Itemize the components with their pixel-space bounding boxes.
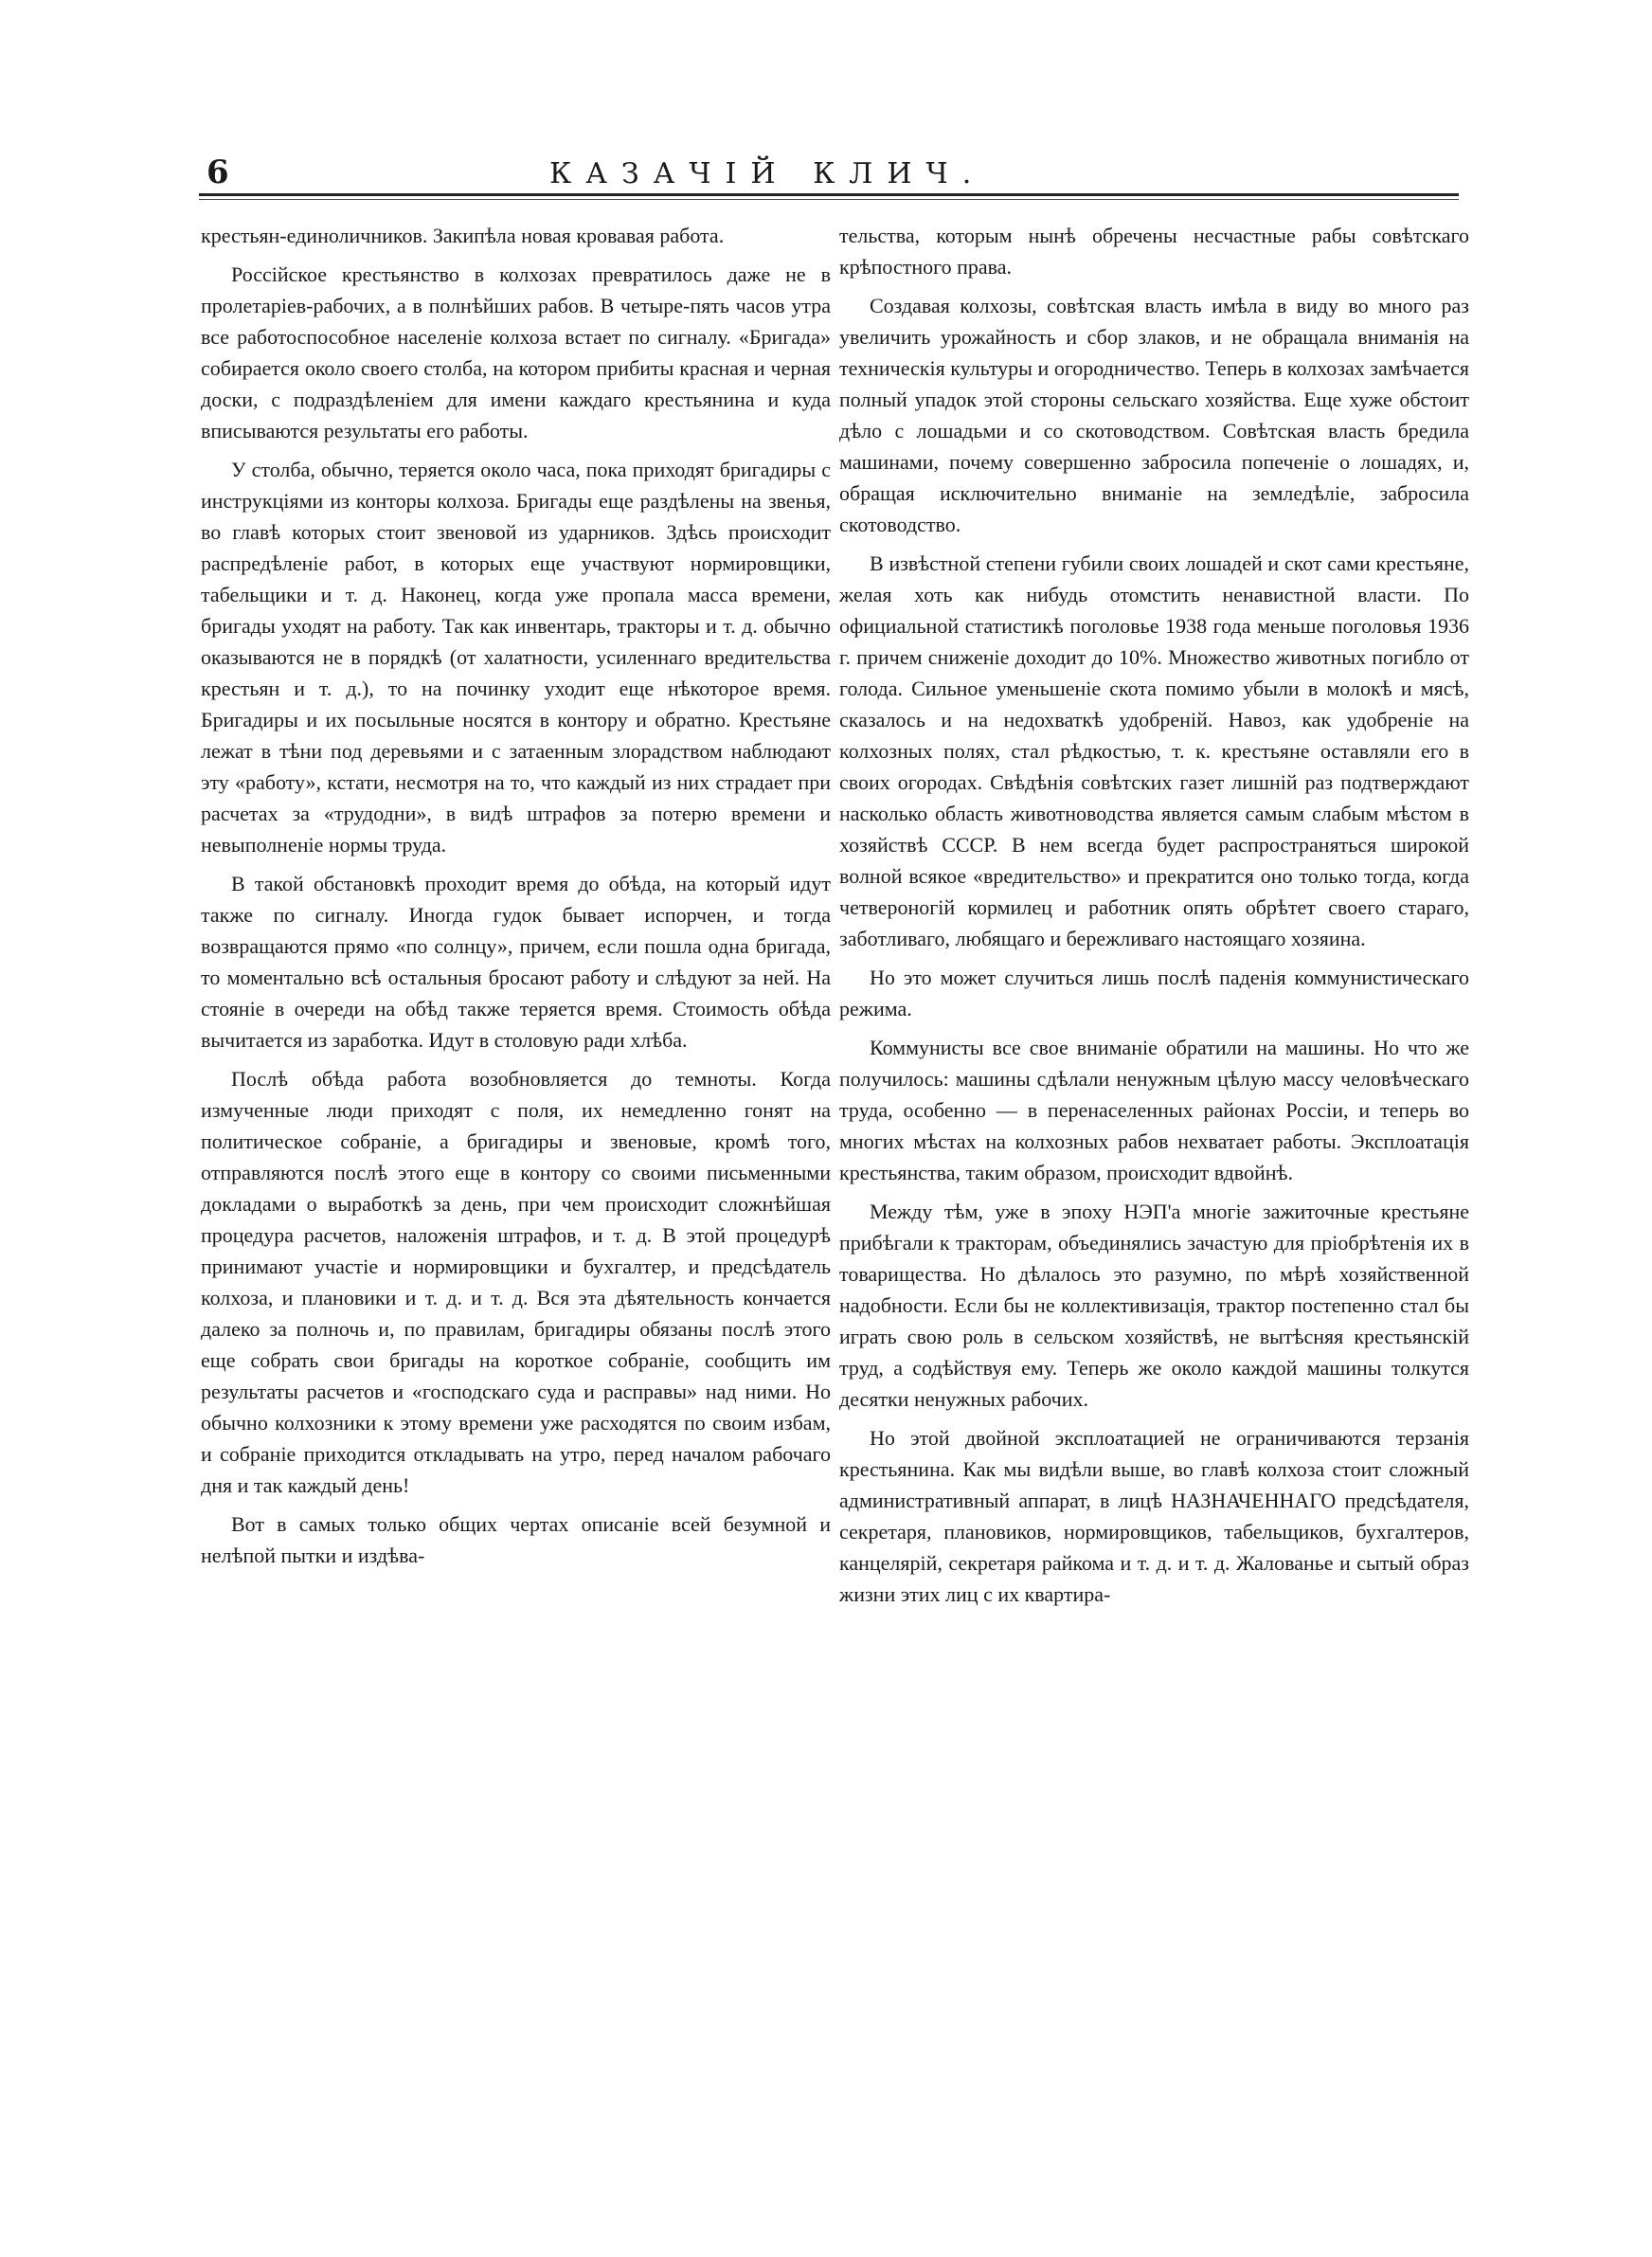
- paragraph: Но это может случиться лишь послѣ паденія коммунистическаго режима.: [839, 966, 1469, 1020]
- paragraph: крестьян-единоличников. Закипѣла новая кровавая работа.: [201, 224, 725, 247]
- paragraph: тельства, которым нынѣ обречены несчастные рабы совѣтскаго крѣпостного права.: [839, 224, 1469, 279]
- page-number: 6: [206, 153, 229, 191]
- page-header-title: КАЗАЧІЙ КЛИЧ.: [549, 157, 986, 190]
- header-rule: [199, 193, 1459, 196]
- paragraph: В такой обстановкѣ проходит время до обѣда, на который идут также по сигналу. Иногда гудок бывает испорчен, и тогда возвращаются прямо «по солнцу», причем, если пошла одна бригада, то моментально всѣ остальныя бросают работу и слѣдуют за ней. На стояніе в очереди на обѣд также теряется время. Стоимость обѣда вычитается из заработка. Идут в столовую ради хлѣба.: [201, 872, 831, 1052]
- paragraph: Создавая колхозы, совѣтская власть имѣла в виду во много раз увеличить урожайность и сбор злаков, и не обращала вниманія на техническія культуры и огородничество. Теперь в колхозах замѣчается полный упадок этой стороны сельскаго хозяйства. Еще хуже обстоит дѣло с лошадьми и со скотоводством. Совѣтская власть бредила машинами, почему совершенно забросила попеченіе о лошадях, и, обращая исключительно вниманіе на земледѣліе, забросила скотоводство.: [839, 294, 1469, 536]
- left-column: [201, 220, 831, 1579]
- right-column: [839, 220, 1469, 1617]
- paragraph: Коммунисты все свое вниманіе обратили на машины. Но что же получилось: машины сдѣлали ненужным цѣлую массу человѣческаго труда, особенно — в перенаселенных районах Россіи, и теперь во многих мѣстах на колхозных рабов нехватает работы. Эксплоатація крестьянства, таким образом, происходит вдвойнѣ.: [839, 1036, 1469, 1184]
- paragraph: Между тѣм, уже в эпоху НЭП'а многіе зажиточные крестьяне прибѣгали к тракторам, объединялись зачастую для пріобрѣтенія их в товарищества. Но дѣлалось это разумно, по мѣрѣ хозяйственной надобности. Если бы не коллективизація, трактор постепенно стал бы играть свою роль в сельском хозяйствѣ, не вытѣсняя крестьянскій труд, а содѣйствуя ему. Теперь же около каждой машины толкутся десятки ненужных рабочих.: [839, 1200, 1469, 1411]
- paragraph: Вот в самых только общих чертах описаніе всей безумной и нелѣпой пытки и издѣва-: [201, 1512, 831, 1567]
- paragraph: У столба, обычно, теряется около часа, пока приходят бригадиры с инструкціями из конторы колхоза. Бригады еще раздѣлены на звенья, во главѣ которых стоит звеновой из ударников. Здѣсь происходит распредѣленіе работ, в которых еще участвуют нормировщики, табельщики и т. д. Наконец, когда уже пропала масса времени, бригады уходят на работу. Так как инвентарь, тракторы и т. д. обычно оказываются не в порядкѣ (от халатности, усиленнаго вредительства крестьян и т. д.), то на починку уходит еще нѣкоторое время. Бригадиры и их посыльные носятся в контору и обратно. Крестьяне лежат в тѣни под деревьями и с затаенным злорадством наблюдают эту «работу», кстати, несмотря на то, что каждый из них страдает при расчетах за «трудодни», в видѣ штрафов за потерю времени и невыполненіе нормы труда.: [201, 458, 831, 857]
- paragraph: Послѣ обѣда работа возобновляется до темноты. Когда измученные люди приходят с поля, их немедленно гонят на политическое собраніе, а бригадиры и звеновые, кромѣ того, отправляются послѣ этого еще в контору со своими письменными докладами о выработкѣ за день, при чем происходит сложнѣйшая процедура расчетов, наложенія штрафов, и т. д. В этой процедурѣ принимают участіе и нормировщики и бухгалтер, и предсѣдатель колхоза, и плановики и т. д. и т. д. Вся эта дѣятельность кончается далеко за полночь и, по правилам, бригадиры обязаны послѣ этого еще собрать свои бригады на короткое собраніе, сообщить им результаты расчетов и «господскаго суда и расправы» над ними. Но обычно колхозники к этому времени уже расходятся по своим избам, и собраніе приходится откладывать на утро, перед началом рабочаго дня и так каждый день!: [201, 1067, 831, 1497]
- paragraph: В извѣстной степени губили своих лошадей и скот сами крестьяне, желая хоть как нибудь отомстить ненавистной власти. По официальной статистикѣ поголовье 1938 года меньше поголовья 1936 г. причем сниженіе доходит до 10%. Множество животных погибло от голода. Сильное уменьшеніе скота помимо убыли в молокѣ и мясѣ, сказалось и на недохваткѣ удобреній. Навоз, как удобреніе на колхозных полях, стал рѣдкостью, т. к. крестьяне оставляли его в своих огородах. Свѣдѣнія совѣтских газет лишній раз подтверждают насколько область животноводства является самым слабым мѣстом в хозяйствѣ СССР. В нем всегда будет распространяться широкой волной всякое «вредительство» и прекратится оно только тогда, когда четвероногій кормилец и работник опять обрѣтет своего стараго, заботливаго, любящаго и бережливаго настоящаго хозяина.: [839, 551, 1469, 950]
- paragraph: Россійское крестьянство в колхозах превратилось даже не в пролетаріев-рабочих, а в полнѣйших рабов. В четыре-пять часов утра все работоспособное населеніе колхоза встает по сигналу. «Бригада» собирается около своего столба, на котором прибиты красная и черная доски, с подраздѣленіем для имени каждаго крестьянина и куда вписываются результаты его работы.: [201, 262, 831, 442]
- paragraph: Но этой двойной эксплоатацией не ограничиваются терзанія крестьянина. Как мы видѣли выше, во главѣ колхоза стоит сложный административный аппарат, в лицѣ НАЗНАЧЕННАГО предсѣдателя, секретаря, плановиков, нормировщиков, табельщиков, бухгалтеров, канцелярій, секретаря райкома и т. д. и т. д. Жалованье и сытый образ жизни этих лиц с их квартира-: [839, 1426, 1469, 1606]
- header-rule-thin: [199, 199, 1459, 200]
